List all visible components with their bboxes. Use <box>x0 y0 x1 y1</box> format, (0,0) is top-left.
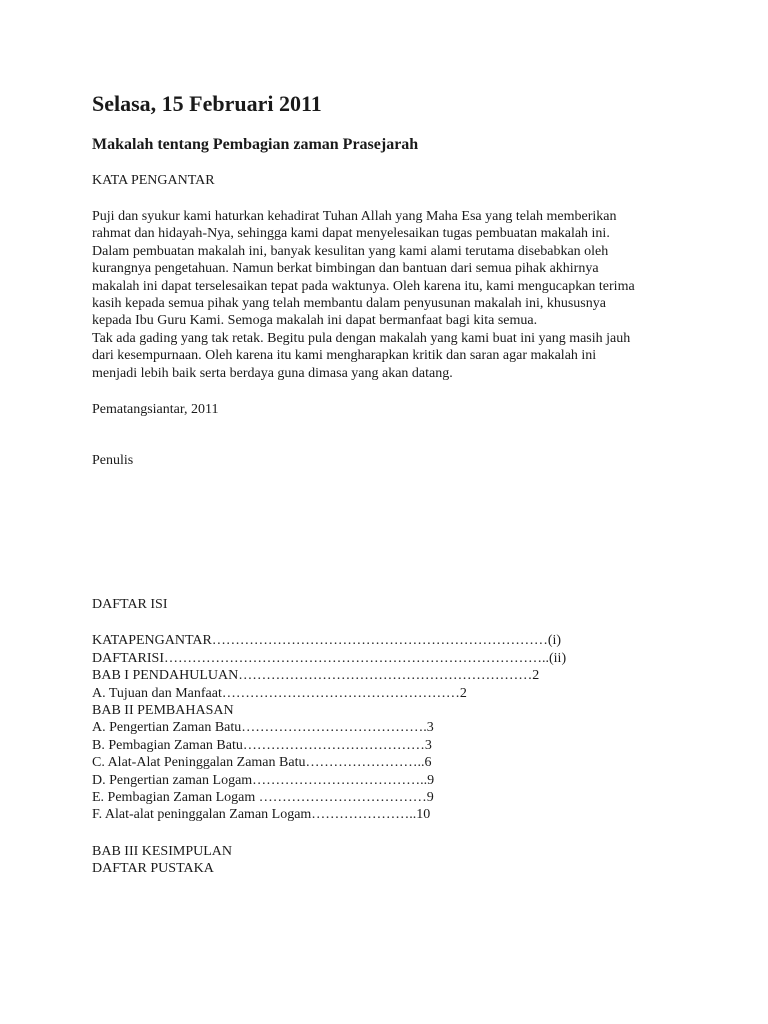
preface-heading: KATA PENGANTAR <box>92 173 215 188</box>
toc-heading: DAFTAR ISI <box>92 596 168 612</box>
preface-body <box>92 208 732 382</box>
preface-line: dari kesempurnaan. Oleh karena itu kami mengharapkan kritik dan saran agar makalah ini <box>92 348 597 364</box>
preface-line: rahmat dan hidayah-Nya, sehingga kami dapat menyelesaikan tugas pembuatan makalah ini. <box>92 226 610 242</box>
toc-entry: KATAPENGANTAR………………………………………………………………(i) <box>92 633 562 649</box>
place-date: Pematangsiantar, 2011 <box>92 402 219 418</box>
preface-line: kasih kepada semua pihak yang telah membantu dalam penyusunan makalah ini, khususnya <box>92 296 606 312</box>
post-title: Makalah tentang Pembagian zaman Prasejarah <box>92 136 419 153</box>
writer-signature: Penulis <box>92 453 134 469</box>
post-date-title: Selasa, 15 Februari 2011 <box>92 91 322 116</box>
toc-entry: BAB II PEMBAHASAN <box>92 702 234 718</box>
toc-entry: A. Tujuan dan Manfaat……………………………………………2 <box>92 685 467 701</box>
toc-entry: D. Pengertian zaman Logam………………………………..9 <box>92 772 435 788</box>
toc-entry: BAB III KESIMPULAN <box>92 843 232 859</box>
table-of-contents <box>92 632 732 823</box>
toc-entry: E. Pembagian Zaman Logam ………………………………9 <box>92 789 434 805</box>
preface-line: menjadi lebih baik serta berdaya guna dimasa yang akan datang. <box>92 365 453 381</box>
toc-entry: F. Alat-alat peninggalan Zaman Logam…………………..10 <box>92 807 431 823</box>
toc-entry: DAFTARISI………………………………………………………………………..(ii) <box>92 650 567 666</box>
toc-entry: B. Pembagian Zaman Batu…………………………………3 <box>92 737 432 753</box>
toc-entry: A. Pengertian Zaman Batu………………………………….3 <box>92 720 434 736</box>
toc-entry: BAB I PENDAHULUAN………………………………………………………2 <box>92 668 540 684</box>
document-page <box>92 88 732 878</box>
preface-line: kurangnya pengetahuan. Namun berkat bimbingan dan bantuan dari semua pihak akhirnya <box>92 261 599 277</box>
toc-closing-list <box>92 843 732 878</box>
preface-line: makalah ini dapat terselesaikan tepat pada waktunya. Oleh karena itu, kami mengucapkan terima <box>92 278 635 294</box>
preface-line: kepada Ibu Guru Kami. Semoga makalah ini dapat bermanfaat bagi kita semua. <box>92 313 538 329</box>
preface-line: Tak ada gading yang tak retak. Begitu pula dengan makalah yang kami buat ini yang masih jauh <box>92 330 631 346</box>
preface-line: Puji dan syukur kami haturkan kehadirat Tuhan Allah yang Maha Esa yang telah memberikan <box>92 209 617 224</box>
preface-line: Dalam pembuatan makalah ini, banyak kesulitan yang kami alami terutama disebabkan oleh <box>92 243 609 259</box>
toc-entry: DAFTAR PUSTAKA <box>92 861 214 877</box>
toc-entry: C. Alat-Alat Peninggalan Zaman Batu……………………..6 <box>92 755 432 771</box>
